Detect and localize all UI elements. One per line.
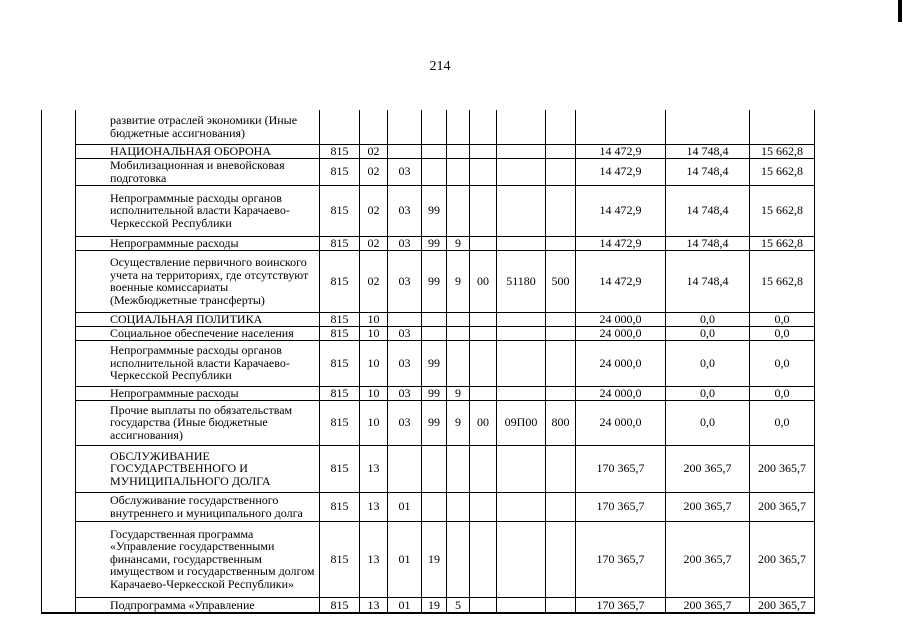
row-number-cell <box>42 326 76 340</box>
expense-type-code-cell <box>546 312 576 326</box>
table-row <box>42 400 815 445</box>
direction-code-cell <box>497 597 546 613</box>
expense-type-code-cell <box>546 492 576 521</box>
ministry-code-cell: 815 <box>320 236 360 250</box>
ministry-code-cell: 815 <box>320 340 360 386</box>
subprogram-code-cell <box>447 521 470 597</box>
item-name-cell: развитие отраслей экономики (Иные бюджетные ассигнования) <box>76 110 320 144</box>
row-number-cell <box>42 144 76 158</box>
program-code-cell <box>422 158 447 185</box>
subsection-code-cell: 03 <box>388 400 422 445</box>
subprogram-code-cell: 5 <box>447 597 470 613</box>
table-row <box>42 185 815 236</box>
subsection-code-cell: 01 <box>388 521 422 597</box>
amount-year-1-cell: 170 365,7 <box>576 597 666 613</box>
expense-type-code-cell <box>546 445 576 492</box>
subprogram-code-cell <box>447 110 470 144</box>
amount-year-3-cell: 200 365,7 <box>750 521 815 597</box>
amount-year-1-cell: 24 000,0 <box>576 386 666 400</box>
section-code-cell: 10 <box>360 326 388 340</box>
program-code-cell: 19 <box>422 521 447 597</box>
table-row <box>42 340 815 386</box>
main-activity-code-cell <box>470 445 497 492</box>
amount-year-3-cell: 200 365,7 <box>750 597 815 613</box>
table-row <box>42 386 815 400</box>
program-code-cell <box>422 492 447 521</box>
program-code-cell <box>422 144 447 158</box>
direction-code-cell <box>497 386 546 400</box>
table-row <box>42 250 815 312</box>
amount-year-3-cell: 200 365,7 <box>750 492 815 521</box>
section-code-cell: 02 <box>360 250 388 312</box>
amount-year-1-cell: 14 472,9 <box>576 185 666 236</box>
amount-year-2-cell: 200 365,7 <box>666 597 750 613</box>
program-code-cell: 19 <box>422 597 447 613</box>
amount-year-1-cell: 24 000,0 <box>576 312 666 326</box>
program-code-cell: 99 <box>422 250 447 312</box>
amount-year-3-cell: 0,0 <box>750 326 815 340</box>
expense-type-code-cell <box>546 521 576 597</box>
program-code-cell <box>422 312 447 326</box>
item-name-cell: Обслуживание государственного внутреннего и муниципального долга <box>76 492 320 521</box>
amount-year-1-cell: 14 472,9 <box>576 144 666 158</box>
row-number-cell <box>42 236 76 250</box>
amount-year-2-cell: 14 748,4 <box>666 250 750 312</box>
subsection-code-cell: 03 <box>388 185 422 236</box>
main-activity-code-cell <box>470 521 497 597</box>
expense-type-code-cell <box>546 386 576 400</box>
table-row <box>42 326 815 340</box>
amount-year-2-cell: 0,0 <box>666 386 750 400</box>
amount-year-2-cell: 14 748,4 <box>666 144 750 158</box>
section-code-cell: 10 <box>360 400 388 445</box>
item-name-cell: Непрограммные расходы органов исполнительной власти Карачаево-Черкесской Республики <box>76 340 320 386</box>
subprogram-code-cell <box>447 445 470 492</box>
subprogram-code-cell <box>447 158 470 185</box>
amount-year-3-cell: 0,0 <box>750 340 815 386</box>
section-code-cell: 13 <box>360 492 388 521</box>
section-code-cell: 02 <box>360 236 388 250</box>
main-activity-code-cell <box>470 236 497 250</box>
row-number-cell <box>42 185 76 236</box>
direction-code-cell <box>497 521 546 597</box>
amount-year-2-cell: 200 365,7 <box>666 445 750 492</box>
main-activity-code-cell <box>470 326 497 340</box>
subprogram-code-cell <box>447 185 470 236</box>
expense-type-code-cell <box>546 110 576 144</box>
section-code-cell: 02 <box>360 158 388 185</box>
direction-code-cell <box>497 445 546 492</box>
program-code-cell <box>422 445 447 492</box>
main-activity-code-cell <box>470 312 497 326</box>
subsection-code-cell: 03 <box>388 236 422 250</box>
item-name-cell: Непрограммные расходы <box>76 236 320 250</box>
table-row <box>42 110 815 144</box>
direction-code-cell: 09П00 <box>497 400 546 445</box>
amount-year-1-cell: 24 000,0 <box>576 326 666 340</box>
program-code-cell <box>422 110 447 144</box>
subprogram-code-cell: 9 <box>447 386 470 400</box>
direction-code-cell <box>497 312 546 326</box>
amount-year-3-cell: 15 662,8 <box>750 158 815 185</box>
expense-type-code-cell <box>546 326 576 340</box>
row-number-cell <box>42 158 76 185</box>
table-row <box>42 597 815 613</box>
subsection-code-cell <box>388 445 422 492</box>
program-code-cell: 99 <box>422 400 447 445</box>
subsection-code-cell <box>388 110 422 144</box>
main-activity-code-cell <box>470 185 497 236</box>
main-activity-code-cell: 00 <box>470 250 497 312</box>
section-code-cell: 10 <box>360 386 388 400</box>
table-row <box>42 492 815 521</box>
page-number: 214 <box>429 59 451 74</box>
amount-year-1-cell: 24 000,0 <box>576 340 666 386</box>
amount-year-3-cell: 15 662,8 <box>750 144 815 158</box>
ministry-code-cell: 815 <box>320 144 360 158</box>
subsection-code-cell: 01 <box>388 492 422 521</box>
row-number-cell <box>42 492 76 521</box>
amount-year-2-cell <box>666 110 750 144</box>
expense-type-code-cell <box>546 340 576 386</box>
subsection-code-cell: 03 <box>388 326 422 340</box>
amount-year-1-cell: 14 472,9 <box>576 236 666 250</box>
subprogram-code-cell: 9 <box>447 250 470 312</box>
direction-code-cell <box>497 236 546 250</box>
subsection-code-cell: 03 <box>388 250 422 312</box>
ministry-code-cell: 815 <box>320 445 360 492</box>
subprogram-code-cell <box>447 340 470 386</box>
section-code-cell: 02 <box>360 185 388 236</box>
expense-type-code-cell: 500 <box>546 250 576 312</box>
amount-year-2-cell: 0,0 <box>666 312 750 326</box>
ministry-code-cell: 815 <box>320 158 360 185</box>
main-activity-code-cell <box>470 492 497 521</box>
main-activity-code-cell <box>470 110 497 144</box>
scan-edge-mark <box>898 0 902 22</box>
row-number-cell <box>42 597 76 613</box>
direction-code-cell: 51180 <box>497 250 546 312</box>
ministry-code-cell: 815 <box>320 400 360 445</box>
program-code-cell <box>422 326 447 340</box>
table-row <box>42 158 815 185</box>
amount-year-3-cell: 0,0 <box>750 312 815 326</box>
row-number-cell <box>42 445 76 492</box>
row-number-cell <box>42 521 76 597</box>
main-activity-code-cell <box>470 597 497 613</box>
subprogram-code-cell <box>447 492 470 521</box>
ministry-code-cell: 815 <box>320 597 360 613</box>
section-code-cell <box>360 110 388 144</box>
direction-code-cell <box>497 158 546 185</box>
item-name-cell: Мобилизационная и вневойсковая подготовка <box>76 158 320 185</box>
section-code-cell: 13 <box>360 597 388 613</box>
section-code-cell: 13 <box>360 445 388 492</box>
table-row <box>42 445 815 492</box>
subprogram-code-cell: 9 <box>447 236 470 250</box>
item-name-cell: СОЦИАЛЬНАЯ ПОЛИТИКА <box>76 312 320 326</box>
row-number-cell <box>42 400 76 445</box>
subprogram-code-cell: 9 <box>447 400 470 445</box>
subsection-code-cell: 03 <box>388 386 422 400</box>
subprogram-code-cell <box>447 312 470 326</box>
amount-year-3-cell <box>750 110 815 144</box>
amount-year-3-cell: 0,0 <box>750 400 815 445</box>
ministry-code-cell: 815 <box>320 492 360 521</box>
amount-year-1-cell: 24 000,0 <box>576 400 666 445</box>
program-code-cell: 99 <box>422 340 447 386</box>
item-name-cell: Социальное обеспечение населения <box>76 326 320 340</box>
amount-year-1-cell: 14 472,9 <box>576 158 666 185</box>
amount-year-1-cell: 170 365,7 <box>576 521 666 597</box>
amount-year-2-cell: 0,0 <box>666 326 750 340</box>
subprogram-code-cell <box>447 326 470 340</box>
amount-year-2-cell: 200 365,7 <box>666 492 750 521</box>
section-code-cell: 10 <box>360 340 388 386</box>
item-name-cell: Непрограммные расходы органов исполнительной власти Карачаево-Черкесской Республики <box>76 185 320 236</box>
main-activity-code-cell: 00 <box>470 400 497 445</box>
subsection-code-cell <box>388 144 422 158</box>
program-code-cell: 99 <box>422 386 447 400</box>
table-row <box>42 521 815 597</box>
amount-year-2-cell: 14 748,4 <box>666 185 750 236</box>
row-number-cell <box>42 340 76 386</box>
direction-code-cell <box>497 492 546 521</box>
subsection-code-cell: 01 <box>388 597 422 613</box>
ministry-code-cell: 815 <box>320 312 360 326</box>
section-code-cell: 02 <box>360 144 388 158</box>
amount-year-3-cell: 15 662,8 <box>750 185 815 236</box>
table-row <box>42 312 815 326</box>
subsection-code-cell: 03 <box>388 340 422 386</box>
direction-code-cell <box>497 326 546 340</box>
ministry-code-cell: 815 <box>320 521 360 597</box>
item-name-cell: Государственная программа «Управление государственными финансами, государственным имуществом и государственным долгом Карачаево-Черкесской Республики» <box>76 521 320 597</box>
amount-year-1-cell <box>576 110 666 144</box>
item-name-cell: Осуществление первичного воинского учета на территориях, где отсутствуют военные комиссариаты (Межбюджетные трансферты) <box>76 250 320 312</box>
main-activity-code-cell <box>470 340 497 386</box>
direction-code-cell <box>497 340 546 386</box>
item-name-cell: Подпрограмма «Управление <box>76 597 320 613</box>
row-number-cell <box>42 386 76 400</box>
row-number-cell <box>42 250 76 312</box>
program-code-cell: 99 <box>422 185 447 236</box>
ministry-code-cell <box>320 110 360 144</box>
amount-year-2-cell: 200 365,7 <box>666 521 750 597</box>
amount-year-1-cell: 170 365,7 <box>576 492 666 521</box>
table-row <box>42 236 815 250</box>
main-activity-code-cell <box>470 144 497 158</box>
direction-code-cell <box>497 144 546 158</box>
ministry-code-cell: 815 <box>320 326 360 340</box>
amount-year-1-cell: 170 365,7 <box>576 445 666 492</box>
amount-year-3-cell: 0,0 <box>750 386 815 400</box>
amount-year-3-cell: 200 365,7 <box>750 445 815 492</box>
direction-code-cell <box>497 185 546 236</box>
section-code-cell: 10 <box>360 312 388 326</box>
expense-type-code-cell <box>546 158 576 185</box>
amount-year-2-cell: 0,0 <box>666 400 750 445</box>
item-name-cell: ОБСЛУЖИВАНИЕ ГОСУДАРСТВЕННОГО И МУНИЦИПАЛЬНОГО ДОЛГА <box>76 445 320 492</box>
expense-type-code-cell: 800 <box>546 400 576 445</box>
amount-year-1-cell: 14 472,9 <box>576 250 666 312</box>
ministry-code-cell: 815 <box>320 250 360 312</box>
ministry-code-cell: 815 <box>320 185 360 236</box>
amount-year-3-cell: 15 662,8 <box>750 236 815 250</box>
main-activity-code-cell <box>470 386 497 400</box>
row-number-cell <box>42 312 76 326</box>
item-name-cell: Прочие выплаты по обязательствам государства (Иные бюджетные ассигнования) <box>76 400 320 445</box>
expense-type-code-cell <box>546 236 576 250</box>
direction-code-cell <box>497 110 546 144</box>
item-name-cell: Непрограммные расходы <box>76 386 320 400</box>
amount-year-2-cell: 14 748,4 <box>666 158 750 185</box>
amount-year-2-cell: 14 748,4 <box>666 236 750 250</box>
ministry-code-cell: 815 <box>320 386 360 400</box>
subprogram-code-cell <box>447 144 470 158</box>
subsection-code-cell: 03 <box>388 158 422 185</box>
expense-type-code-cell <box>546 185 576 236</box>
expense-type-code-cell <box>546 144 576 158</box>
section-code-cell: 13 <box>360 521 388 597</box>
item-name-cell: НАЦИОНАЛЬНАЯ ОБОРОНА <box>76 144 320 158</box>
amount-year-3-cell: 15 662,8 <box>750 250 815 312</box>
program-code-cell: 99 <box>422 236 447 250</box>
amount-year-2-cell: 0,0 <box>666 340 750 386</box>
subsection-code-cell <box>388 312 422 326</box>
expense-type-code-cell <box>546 597 576 613</box>
main-activity-code-cell <box>470 158 497 185</box>
row-number-cell <box>42 110 76 144</box>
table-row <box>42 144 815 158</box>
budget-table <box>41 110 815 614</box>
